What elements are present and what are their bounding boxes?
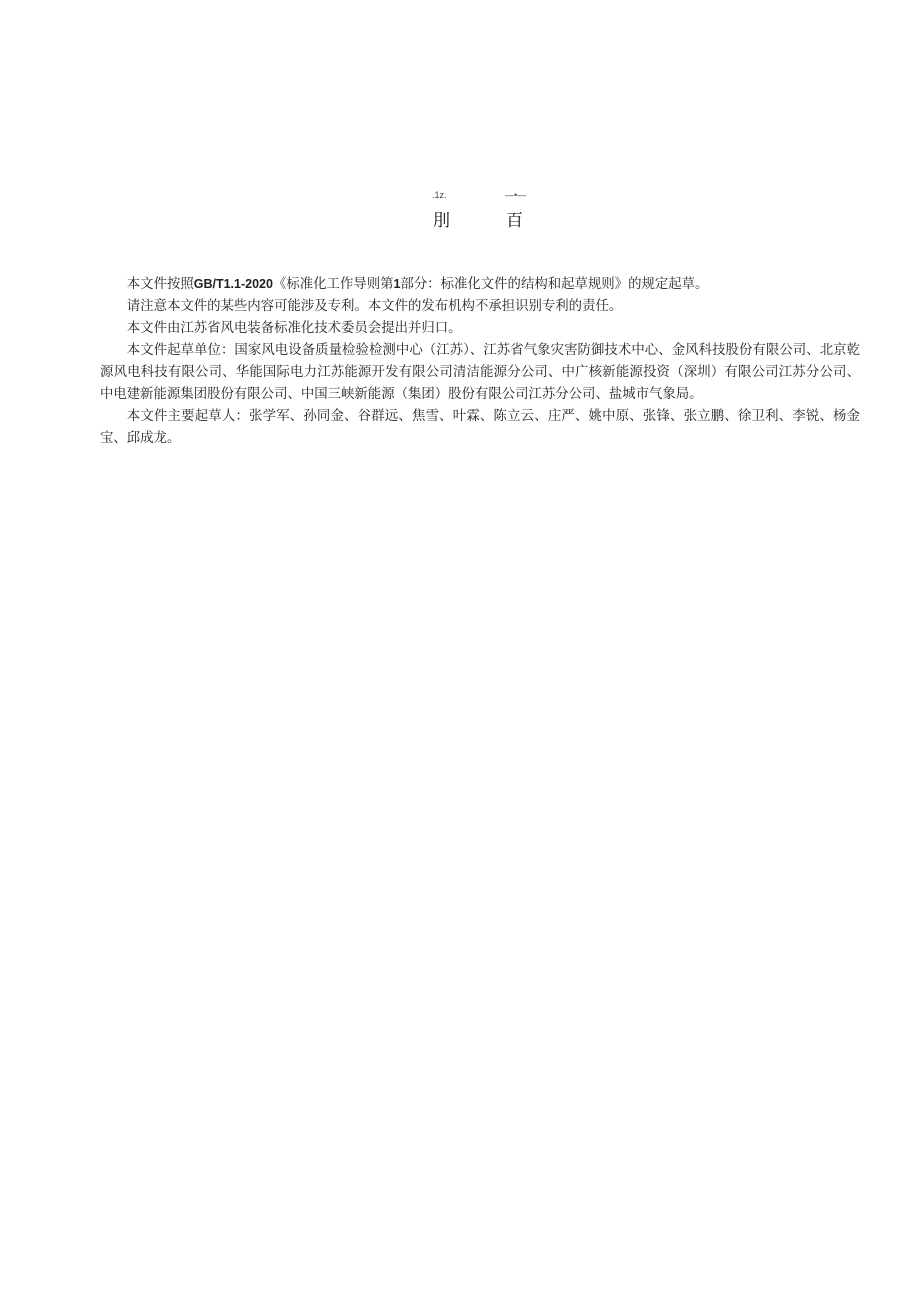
paragraph-drafting-units: 本文件起草单位：国家风电设备质量检验检测中心（江苏）、江苏省气象灾害防御技术中心、金风科技股份有限公司、北京乾源风电科技有限公司、华能国际电力江苏能源开发有限公司清洁能源分公司、中广核新能源投资（深圳）有限公司江苏分公司、中电建新能源集团股份有限公司、中国三峡新能源（集团）股份有限公司江苏分公司、盐城市气象局。: [100, 343, 860, 402]
heading-char-1: 刖: [433, 211, 450, 231]
heading-mark-right: —•—: [505, 190, 527, 200]
p1-prefix: 本文件按照: [126, 277, 194, 292]
paragraph-patent-notice: 请注意本文件的某些内容可能涉及专利。本文件的发布机构不承担识别专利的责任。: [126, 299, 623, 314]
paragraph-drafters: 本文件主要起草人：张学军、孙同金、谷群远、焦雪、叶霖、陈立云、庄严、姚中原、张锋、张立鹏、徐卫利、李锐、杨金宝、邱成龙。: [100, 409, 860, 446]
standard-number: GB/T1.1-2020: [193, 277, 273, 291]
paragraph-drafting-rules: [100, 273, 860, 296]
document-body: [100, 273, 860, 450]
p1-suffix: 部分：标准化文件的结构和起草规则》的规定起草。: [400, 277, 709, 292]
heading-char-2: 百: [506, 211, 523, 231]
part-number: 1: [393, 277, 401, 291]
p1-middle: 《标准化工作导则第: [272, 277, 394, 292]
paragraph-proposer: 本文件由江苏省风电装备标准化技术委员会提出并归口。: [126, 321, 462, 336]
heading-title: [0, 206, 920, 230]
heading-mark-left: .1z.: [432, 190, 447, 200]
heading-marks: [0, 190, 920, 204]
